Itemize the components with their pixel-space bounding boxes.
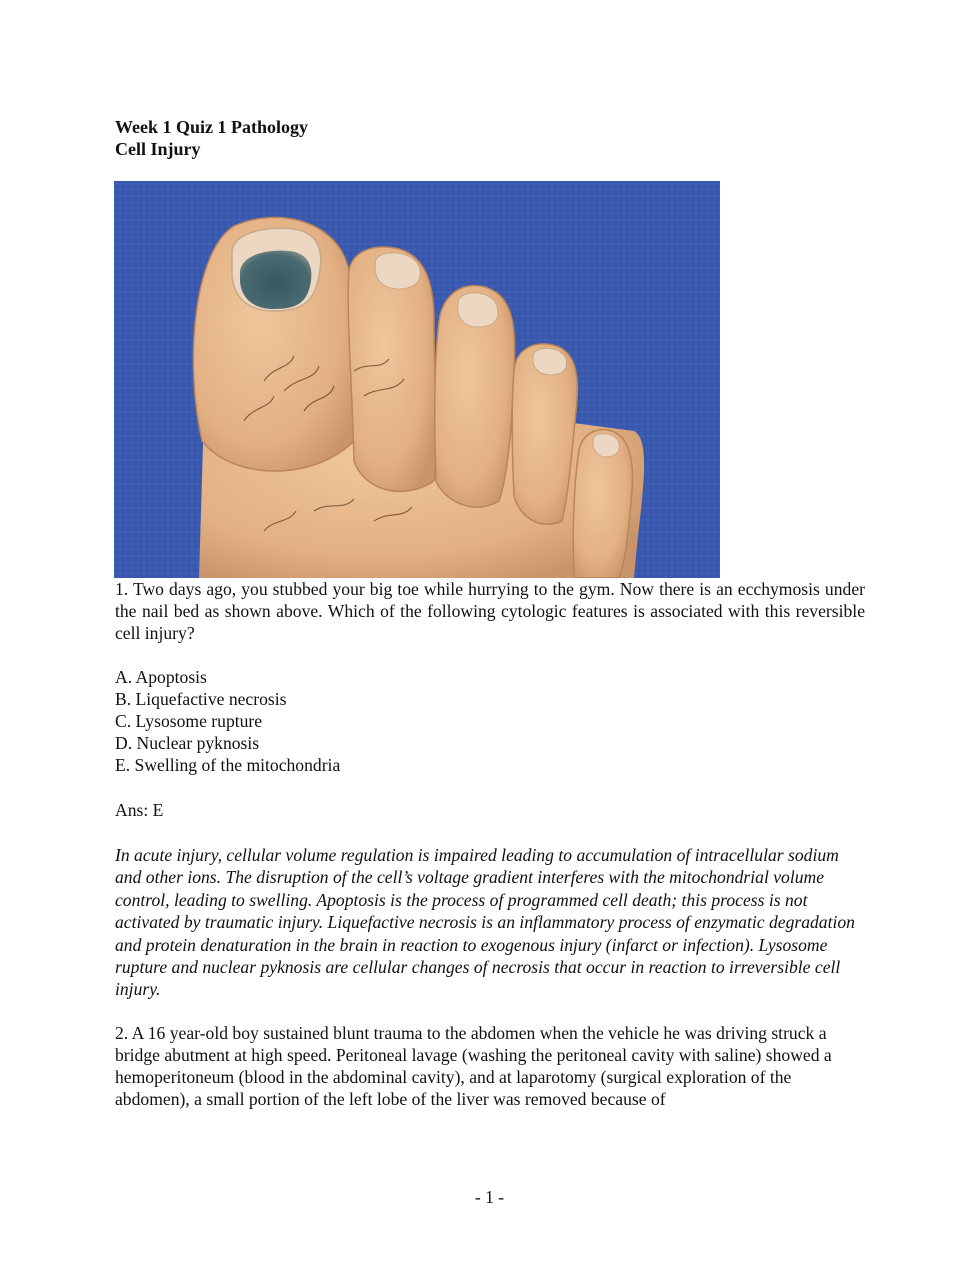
fourth-toe-nail	[533, 348, 567, 375]
page-number: - 1 -	[474, 1187, 505, 1207]
subungual-bruise	[240, 251, 311, 309]
question-1-options	[115, 666, 865, 776]
toe-ecchymosis-photo	[114, 181, 720, 578]
question-1-answer: Ans: E	[115, 800, 164, 820]
option-c: C. Lysosome rupture	[115, 711, 263, 731]
document-subtitle: Cell Injury	[115, 139, 201, 159]
question-1-explanation: In acute injury, cellular volume regulation is impaired leading to accumulation of intracellular sodium and other ions. The disruption of the cell’s voltage gradient interferes with the mitochondrial volume control, leading to swelling. Apoptosis is the process of programmed cell death; this process is not activated by traumatic injury. Liquefactive necrosis is an inflammatory process of enzymatic degradation and protein denaturation in the brain in reaction to exogenous injury (infarct or infection). Lysosome rupture and nuclear pyknosis are cellular changes of necrosis that occur in reaction to irreversible cell injury.	[115, 845, 855, 1000]
question-1-stem: 1. Two days ago, you stubbed your big toe while hurrying to the gym. Now there is an ecchymosis under the nail bed as shown above. Which of the following cytologic features is associated with this reversible cell injury?	[115, 579, 865, 643]
toe-illustration	[114, 181, 720, 578]
option-a: A. Apoptosis	[115, 667, 207, 687]
question-2-stem: 2. A 16 year-old boy sustained blunt trauma to the abdomen when the vehicle he was driving struck a bridge abutment at high speed. Peritoneal lavage (washing the peritoneal cavity with saline) showed a hemoperitoneum (blood in the abdominal cavity), and at laparotomy (surgical exploration of the abdomen), a small portion of the left lobe of the liver was removed because of	[115, 1023, 832, 1109]
option-d: D. Nuclear pyknosis	[115, 733, 260, 753]
title-block	[115, 116, 308, 160]
fifth-toe-nail	[593, 434, 619, 457]
document-title: Week 1 Quiz 1 Pathology	[115, 117, 308, 137]
option-e: E. Swelling of the mitochondria	[115, 755, 341, 775]
option-b: B. Liquefactive necrosis	[115, 689, 287, 709]
third-toe-nail	[458, 293, 498, 327]
